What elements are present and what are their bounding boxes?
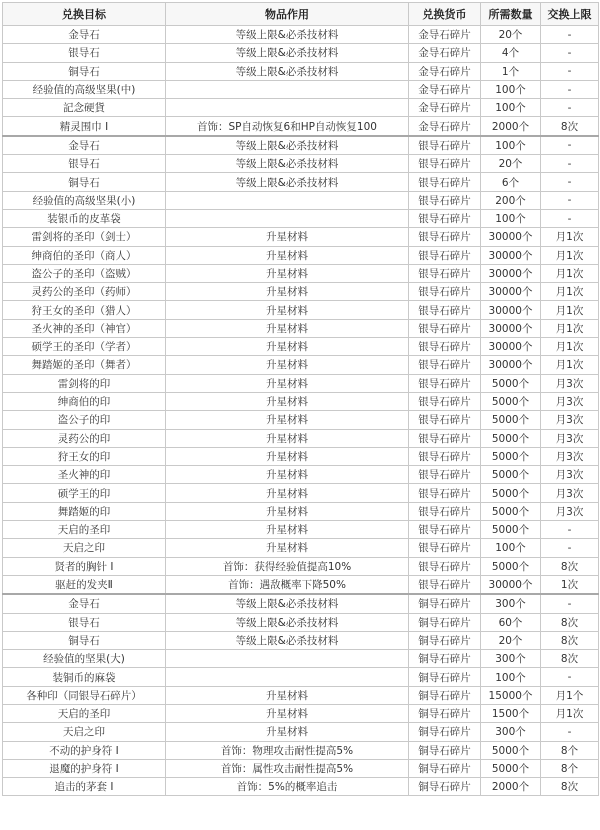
table-row: [3, 62, 599, 80]
cell-effect: 升星材料: [166, 429, 409, 447]
cell-limit: 8次: [541, 117, 599, 136]
cell-target: 追击的茅套 I: [3, 778, 166, 796]
cell-quantity: 20个: [481, 631, 541, 649]
cell-effect: 等级上限&必杀技材料: [166, 173, 409, 191]
cell-target: 圣火神的印: [3, 466, 166, 484]
table-row: [3, 668, 599, 686]
cell-quantity: 100个: [481, 99, 541, 117]
cell-limit: -: [541, 62, 599, 80]
table-body: [3, 26, 599, 796]
cell-limit: 月1次: [541, 264, 599, 282]
cell-limit: -: [541, 539, 599, 557]
table-row: [3, 173, 599, 191]
cell-currency: 铜导石碎片: [409, 704, 481, 722]
cell-limit: 月3次: [541, 502, 599, 520]
cell-quantity: 5000个: [481, 374, 541, 392]
cell-limit: 月3次: [541, 411, 599, 429]
cell-currency: 银导石碎片: [409, 484, 481, 502]
cell-target: 雷剑将的圣印（剑士）: [3, 228, 166, 246]
cell-target: 绅商伯的圣印（商人）: [3, 246, 166, 264]
cell-currency: 金导石碎片: [409, 26, 481, 44]
cell-target: 天启的圣印: [3, 704, 166, 722]
table-row: [3, 99, 599, 117]
cell-limit: 8次: [541, 557, 599, 575]
cell-effect: 首饰：物理攻击耐性提高5%: [166, 741, 409, 759]
cell-target: 舞踏姬的圣印（舞者）: [3, 356, 166, 374]
cell-quantity: 5000个: [481, 429, 541, 447]
cell-quantity: 30000个: [481, 338, 541, 356]
cell-effect: 升星材料: [166, 686, 409, 704]
cell-currency: 银导石碎片: [409, 466, 481, 484]
cell-limit: 月3次: [541, 392, 599, 410]
cell-quantity: 5000个: [481, 502, 541, 520]
cell-effect: 首饰：遇敌概率下降50%: [166, 575, 409, 594]
cell-target: 灵药公的印: [3, 429, 166, 447]
cell-quantity: 30000个: [481, 575, 541, 594]
cell-target: 狩王女的印: [3, 447, 166, 465]
cell-limit: 月1次: [541, 704, 599, 722]
cell-effect: 升星材料: [166, 466, 409, 484]
cell-currency: 金导石碎片: [409, 99, 481, 117]
cell-target: 精灵围巾 I: [3, 117, 166, 136]
cell-currency: 银导石碎片: [409, 264, 481, 282]
cell-currency: 银导石碎片: [409, 557, 481, 575]
cell-limit: 8次: [541, 778, 599, 796]
cell-limit: 月1次: [541, 228, 599, 246]
cell-effect: 等级上限&必杀技材料: [166, 62, 409, 80]
cell-quantity: 1个: [481, 62, 541, 80]
cell-effect: 升星材料: [166, 301, 409, 319]
cell-quantity: 5000个: [481, 557, 541, 575]
cell-quantity: 5000个: [481, 521, 541, 539]
table-row: [3, 338, 599, 356]
exchange-table: [2, 2, 599, 796]
table-row: [3, 80, 599, 98]
cell-target: 退魔的护身符 I: [3, 759, 166, 777]
cell-target: 狩王女的圣印（猎人）: [3, 301, 166, 319]
table-row: [3, 613, 599, 631]
cell-target: 記念硬貨: [3, 99, 166, 117]
cell-quantity: 2000个: [481, 778, 541, 796]
cell-currency: 金导石碎片: [409, 62, 481, 80]
cell-target: 硕学王的圣印（学者）: [3, 338, 166, 356]
cell-target: 各种印（同银导石碎片）: [3, 686, 166, 704]
cell-quantity: 5000个: [481, 484, 541, 502]
table-row: [3, 411, 599, 429]
cell-effect: 升星材料: [166, 264, 409, 282]
cell-currency: 铜导石碎片: [409, 759, 481, 777]
cell-currency: 银导石碎片: [409, 338, 481, 356]
cell-effect: [166, 209, 409, 227]
cell-limit: -: [541, 723, 599, 741]
cell-currency: 铜导石碎片: [409, 650, 481, 668]
cell-target: 圣火神的圣印（神官）: [3, 319, 166, 337]
cell-currency: 银导石碎片: [409, 155, 481, 173]
cell-target: 金导石: [3, 136, 166, 155]
cell-target: 铜导石: [3, 173, 166, 191]
cell-effect: 升星材料: [166, 319, 409, 337]
cell-limit: -: [541, 44, 599, 62]
cell-currency: 银导石碎片: [409, 447, 481, 465]
cell-quantity: 30000个: [481, 319, 541, 337]
table-row: [3, 521, 599, 539]
cell-effect: [166, 650, 409, 668]
cell-currency: 铜导石碎片: [409, 668, 481, 686]
header-currency: 兑换货币: [409, 3, 481, 26]
cell-currency: 银导石碎片: [409, 191, 481, 209]
cell-limit: -: [541, 521, 599, 539]
cell-currency: 铜导石碎片: [409, 723, 481, 741]
cell-limit: -: [541, 173, 599, 191]
cell-target: 装银币的皮革袋: [3, 209, 166, 227]
table-header-row: [3, 3, 599, 26]
cell-currency: 银导石碎片: [409, 301, 481, 319]
table-row: [3, 575, 599, 594]
cell-currency: 铜导石碎片: [409, 613, 481, 631]
cell-limit: 月1次: [541, 356, 599, 374]
cell-target: 灵药公的圣印（药师）: [3, 283, 166, 301]
cell-target: 天启之印: [3, 539, 166, 557]
cell-effect: 升星材料: [166, 704, 409, 722]
cell-quantity: 100个: [481, 209, 541, 227]
table-row: [3, 136, 599, 155]
cell-limit: 月1次: [541, 319, 599, 337]
cell-limit: -: [541, 136, 599, 155]
cell-quantity: 100个: [481, 136, 541, 155]
cell-currency: 银导石碎片: [409, 319, 481, 337]
cell-currency: 铜导石碎片: [409, 631, 481, 649]
cell-limit: -: [541, 191, 599, 209]
cell-target: 金导石: [3, 594, 166, 613]
table-row: [3, 374, 599, 392]
cell-currency: 银导石碎片: [409, 209, 481, 227]
cell-effect: 升星材料: [166, 447, 409, 465]
table-row: [3, 741, 599, 759]
cell-quantity: 300个: [481, 594, 541, 613]
cell-currency: 铜导石碎片: [409, 686, 481, 704]
cell-quantity: 5000个: [481, 411, 541, 429]
cell-limit: 月3次: [541, 374, 599, 392]
header-target: 兑换目标: [3, 3, 166, 26]
cell-currency: 铜导石碎片: [409, 594, 481, 613]
cell-effect: 升星材料: [166, 374, 409, 392]
cell-effect: [166, 99, 409, 117]
cell-target: 贤者的胸针 I: [3, 557, 166, 575]
cell-quantity: 100个: [481, 539, 541, 557]
cell-limit: -: [541, 155, 599, 173]
cell-quantity: 300个: [481, 723, 541, 741]
cell-effect: [166, 668, 409, 686]
cell-limit: 月1次: [541, 283, 599, 301]
cell-currency: 银导石碎片: [409, 502, 481, 520]
cell-quantity: 200个: [481, 191, 541, 209]
cell-effect: 等级上限&必杀技材料: [166, 44, 409, 62]
table-row: [3, 466, 599, 484]
cell-quantity: 4个: [481, 44, 541, 62]
cell-effect: 等级上限&必杀技材料: [166, 594, 409, 613]
cell-quantity: 5000个: [481, 759, 541, 777]
cell-limit: 月3次: [541, 466, 599, 484]
cell-quantity: 100个: [481, 80, 541, 98]
table-row: [3, 26, 599, 44]
table-row: [3, 759, 599, 777]
table-row: [3, 191, 599, 209]
table-row: [3, 264, 599, 282]
table-row: [3, 319, 599, 337]
table-row: [3, 484, 599, 502]
cell-quantity: 1500个: [481, 704, 541, 722]
cell-limit: -: [541, 594, 599, 613]
cell-target: 经验值的坚果(大): [3, 650, 166, 668]
cell-limit: -: [541, 209, 599, 227]
cell-target: 天启之印: [3, 723, 166, 741]
table-row: [3, 283, 599, 301]
cell-quantity: 15000个: [481, 686, 541, 704]
cell-currency: 银导石碎片: [409, 521, 481, 539]
table-row: [3, 356, 599, 374]
table-row: [3, 502, 599, 520]
cell-quantity: 5000个: [481, 741, 541, 759]
cell-currency: 银导石碎片: [409, 283, 481, 301]
cell-limit: -: [541, 80, 599, 98]
cell-target: 经验值的高级坚果(中): [3, 80, 166, 98]
cell-effect: 首饰：SP自动恢复6和HP自动恢复100: [166, 117, 409, 136]
cell-quantity: 30000个: [481, 301, 541, 319]
cell-quantity: 30000个: [481, 246, 541, 264]
cell-quantity: 30000个: [481, 264, 541, 282]
cell-target: 经验值的高级坚果(小): [3, 191, 166, 209]
table-row: [3, 228, 599, 246]
cell-target: 铜导石: [3, 62, 166, 80]
table-row: [3, 117, 599, 136]
cell-currency: 金导石碎片: [409, 80, 481, 98]
cell-limit: 8个: [541, 741, 599, 759]
header-limit: 交换上限: [541, 3, 599, 26]
cell-currency: 银导石碎片: [409, 392, 481, 410]
cell-effect: 首饰：属性攻击耐性提高5%: [166, 759, 409, 777]
cell-limit: -: [541, 668, 599, 686]
cell-limit: 月1个: [541, 686, 599, 704]
table-row: [3, 704, 599, 722]
cell-quantity: 30000个: [481, 228, 541, 246]
cell-quantity: 300个: [481, 650, 541, 668]
cell-effect: 升星材料: [166, 338, 409, 356]
cell-effect: 升星材料: [166, 411, 409, 429]
cell-limit: -: [541, 99, 599, 117]
cell-quantity: 20个: [481, 155, 541, 173]
cell-effect: 升星材料: [166, 521, 409, 539]
cell-target: 天启的圣印: [3, 521, 166, 539]
cell-effect: 首饰：获得经验值提高10%: [166, 557, 409, 575]
table-row: [3, 686, 599, 704]
table-row: [3, 557, 599, 575]
cell-target: 雷剑将的印: [3, 374, 166, 392]
cell-currency: 金导石碎片: [409, 44, 481, 62]
cell-quantity: 5000个: [481, 466, 541, 484]
cell-target: 银导石: [3, 44, 166, 62]
cell-target: 银导石: [3, 155, 166, 173]
cell-currency: 银导石碎片: [409, 429, 481, 447]
cell-currency: 银导石碎片: [409, 228, 481, 246]
cell-target: 舞踏姬的印: [3, 502, 166, 520]
cell-quantity: 100个: [481, 668, 541, 686]
cell-target: 盗公子的印: [3, 411, 166, 429]
cell-limit: 1次: [541, 575, 599, 594]
cell-target: 不动的护身符 I: [3, 741, 166, 759]
cell-quantity: 30000个: [481, 356, 541, 374]
cell-effect: 升星材料: [166, 228, 409, 246]
table-row: [3, 301, 599, 319]
cell-currency: 金导石碎片: [409, 117, 481, 136]
cell-quantity: 2000个: [481, 117, 541, 136]
cell-currency: 银导石碎片: [409, 539, 481, 557]
cell-limit: 8次: [541, 650, 599, 668]
table-row: [3, 539, 599, 557]
table-row: [3, 246, 599, 264]
table-row: [3, 650, 599, 668]
cell-limit: 8次: [541, 631, 599, 649]
table-row: [3, 594, 599, 613]
cell-currency: 银导石碎片: [409, 173, 481, 191]
header-quantity: 所需数量: [481, 3, 541, 26]
cell-effect: 等级上限&必杀技材料: [166, 26, 409, 44]
cell-limit: 8次: [541, 613, 599, 631]
table-row: [3, 778, 599, 796]
cell-target: 铜导石: [3, 631, 166, 649]
cell-effect: 等级上限&必杀技材料: [166, 155, 409, 173]
table-row: [3, 631, 599, 649]
cell-effect: 升星材料: [166, 392, 409, 410]
header-effect: 物品作用: [166, 3, 409, 26]
cell-effect: 等级上限&必杀技材料: [166, 613, 409, 631]
cell-currency: 银导石碎片: [409, 374, 481, 392]
cell-effect: 等级上限&必杀技材料: [166, 631, 409, 649]
cell-target: 绅商伯的印: [3, 392, 166, 410]
cell-currency: 银导石碎片: [409, 575, 481, 594]
cell-quantity: 6个: [481, 173, 541, 191]
cell-effect: [166, 80, 409, 98]
cell-currency: 银导石碎片: [409, 411, 481, 429]
cell-limit: 月3次: [541, 447, 599, 465]
cell-currency: 银导石碎片: [409, 246, 481, 264]
cell-effect: 升星材料: [166, 539, 409, 557]
cell-target: 银导石: [3, 613, 166, 631]
cell-target: 金导石: [3, 26, 166, 44]
cell-quantity: 5000个: [481, 392, 541, 410]
cell-effect: 升星材料: [166, 356, 409, 374]
cell-effect: 首饰：5%的概率追击: [166, 778, 409, 796]
cell-target: 硕学王的印: [3, 484, 166, 502]
cell-limit: 月1次: [541, 338, 599, 356]
cell-currency: 银导石碎片: [409, 136, 481, 155]
cell-limit: 月3次: [541, 429, 599, 447]
cell-effect: [166, 191, 409, 209]
cell-target: 装铜币的麻袋: [3, 668, 166, 686]
table-row: [3, 392, 599, 410]
cell-effect: 升星材料: [166, 502, 409, 520]
cell-effect: 升星材料: [166, 484, 409, 502]
table-row: [3, 155, 599, 173]
cell-quantity: 30000个: [481, 283, 541, 301]
cell-currency: 银导石碎片: [409, 356, 481, 374]
cell-limit: 月1次: [541, 301, 599, 319]
cell-quantity: 60个: [481, 613, 541, 631]
table-row: [3, 723, 599, 741]
cell-limit: -: [541, 26, 599, 44]
cell-effect: 升星材料: [166, 283, 409, 301]
table-row: [3, 44, 599, 62]
cell-quantity: 5000个: [481, 447, 541, 465]
cell-target: 盗公子的圣印（盗贼）: [3, 264, 166, 282]
cell-currency: 铜导石碎片: [409, 741, 481, 759]
cell-quantity: 20个: [481, 26, 541, 44]
cell-limit: 月3次: [541, 484, 599, 502]
cell-effect: 升星材料: [166, 723, 409, 741]
cell-effect: 升星材料: [166, 246, 409, 264]
table-row: [3, 429, 599, 447]
cell-effect: 等级上限&必杀技材料: [166, 136, 409, 155]
cell-target: 驱赶的发夹Ⅱ: [3, 575, 166, 594]
table-row: [3, 447, 599, 465]
cell-currency: 铜导石碎片: [409, 778, 481, 796]
cell-limit: 8个: [541, 759, 599, 777]
cell-limit: 月1次: [541, 246, 599, 264]
table-row: [3, 209, 599, 227]
